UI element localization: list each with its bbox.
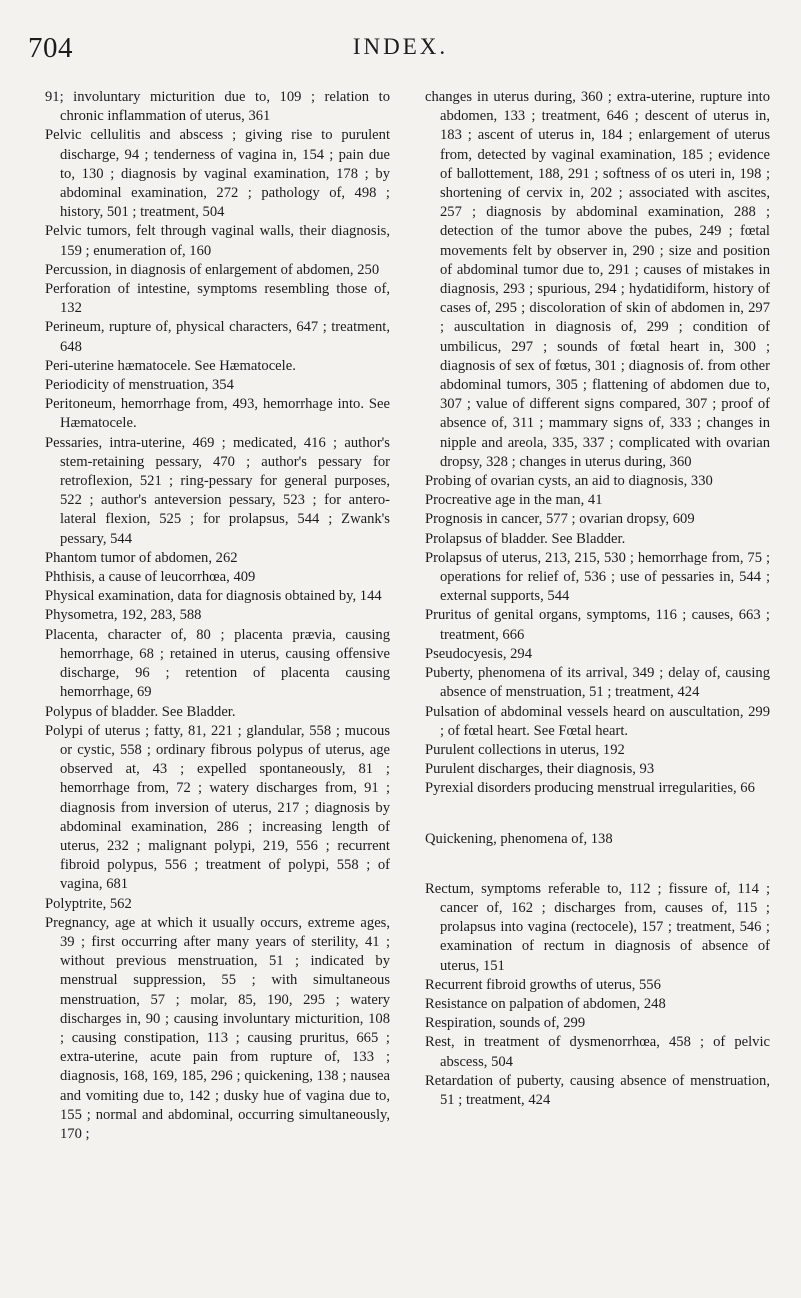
index-entry: Phthisis, a cause of leucorrhœa, 409 bbox=[45, 569, 256, 586]
index-entry: Rectum, symptoms referable to, 112 ; fissure of, 114 ; cancer of, 162 ; discharges from, causes of, 115 ; prolapsus into vagina (rectocele), 157 ; treatment, 546 ; examination of rectum in diagnosis of absence of uterus, 151 bbox=[425, 880, 770, 974]
index-entry: changes in uterus during, 360 ; extra-uterine, rupture into abdomen, 133 ; treatment, 646 ; descent of uterus in, 183 ; ascent of uterus in, 184 ; enlargement of uterus from, detected by vaginal examination, 185 ; evidence of ballottement, 188, 291 ; softness of os uteri in, 198 ; shortening of cervix in, 202 ; associated with ascites, 257 ; diagnosis by abdominal examination, 288 ; detection of the tumor above the pubes, 249 ; fœtal movements felt by observer in, 290 ; size and position of abdominal tumor due to, 291 ; causes of mistakes in diagnosis, 293 ; spurious, 294 ; hydatidiform, history of cases of, 295 ; discoloration of skin of abdomen in, 297 ; auscultation in diagnosis of, 299 ; condition of umbilicus, 297 ; sounds of fœtal heart in, 300 ; diagnosis of sex of fœtus, 301 ; diagnosis of. from other abdominal tumors, 305 ; flattening of abdomen due to, 307 ; value of different signs compared, 307 ; proof of absence of, 311 ; mammary signs of, 333 ; changes in nipple and areola, 335, 337 ; complicated with ovarian dropsy, 328 ; changes in uterus during, 360 bbox=[425, 89, 770, 470]
index-entry: Polyptrite, 562 bbox=[45, 895, 132, 912]
index-entry: Pelvic cellulitis and abscess ; giving rise to purulent discharge, 94 ; tenderness of vagina in, 154 ; pain due to, 130 ; diagnosis by vaginal examination, 178 ; by abdominal examination, 272 ; pathology of, 498 ; history, 501 ; treatment, 504 bbox=[45, 127, 390, 221]
index-entry: 91; involuntary micturition due to, 109 ; relation to chronic inflammation of uterus, 361 bbox=[45, 89, 390, 125]
index-entry: Quickening, phenomena of, 138 bbox=[425, 830, 613, 847]
index-entry: Phantom tumor of abdomen, 262 bbox=[45, 549, 238, 566]
index-entry: Peritoneum, hemorrhage from, 493, hemorrhage into. See Hæmatocele. bbox=[45, 396, 390, 432]
index-entry: Pelvic tumors, felt through vaginal walls, their diagnosis, 159 ; enumeration of, 160 bbox=[45, 223, 390, 259]
index-entry: Pregnancy, age at which it usually occurs, extreme ages, 39 ; first occurring after many years of sterility, 41 ; without previous menstruation, 51 ; indicated by menstrual suppression, 55 ; with simultaneous menstruation, 57 ; molar, 85, 190, 295 ; watery discharges in, 90 ; causing involuntary micturition, 108 ; causing constipation, 113 ; causing pruritus, 665 ; extra-uterine, acute pain from rupture of, 133 ; diagnosis, 168, 169, 185, 296 ; quickening, 138 ; nausea and vomiting due to, 142 ; dusky hue of vagina due to, 155 ; normal and abdominal, occurring simultaneously, 170 ; bbox=[45, 914, 390, 1142]
index-entry: Physometra, 192, 283, 588 bbox=[45, 607, 202, 624]
index-entry: Prognosis in cancer, 577 ; ovarian dropsy, 609 bbox=[425, 511, 695, 528]
index-column-right bbox=[425, 88, 770, 1110]
index-section-p bbox=[425, 88, 770, 799]
index-entry: Prolapsus of bladder. See Bladder. bbox=[425, 530, 626, 547]
index-entry: Physical examination, data for diagnosis obtained by, 144 bbox=[45, 588, 382, 605]
index-entry: Retardation of puberty, causing absence of menstruation, 51 ; treatment, 424 bbox=[425, 1072, 770, 1108]
index-entry: Perforation of intestine, symptoms resembling those of, 132 bbox=[45, 281, 390, 317]
index-entry: Probing of ovarian cysts, an aid to diagnosis, 330 bbox=[425, 473, 713, 490]
index-entry: Periodicity of menstruation, 354 bbox=[45, 377, 234, 394]
index-entry: Pseudocyesis, 294 bbox=[425, 645, 533, 662]
index-entry: Puberty, phenomena of its arrival, 349 ; delay of, causing absence of menstruation, 51 ; treatment, 424 bbox=[425, 665, 770, 701]
index-entry: Recurrent fibroid growths of uterus, 556 bbox=[425, 976, 661, 993]
index-entry: Peri-uterine hæmatocele. See Hæmatocele. bbox=[45, 357, 296, 374]
index-entry: Procreative age in the man, 41 bbox=[425, 492, 603, 509]
page-number: 704 bbox=[28, 32, 73, 64]
index-section-r bbox=[425, 880, 770, 1110]
index-column-left bbox=[45, 88, 390, 1144]
index-entry: Resistance on palpation of abdomen, 248 bbox=[425, 995, 666, 1012]
index-entry: Pessaries, intra-uterine, 469 ; medicated, 416 ; author's stem-retaining pessary, 470 ; author's pessary for retroflexion, 521 ; ring-pessary for general purposes, 522 ; author's anteversion pessary, 523 ; for antero-lateral flexion, 525 ; for prolapsus, 544 ; Zwank's pessary, 544 bbox=[45, 434, 390, 547]
index-entry: Purulent collections in uterus, 192 bbox=[425, 741, 625, 758]
index-entry: Pruritus of genital organs, symptoms, 116 ; causes, 663 ; treatment, 666 bbox=[425, 607, 770, 643]
index-entry: Placenta, character of, 80 ; placenta prævia, causing hemorrhage, 68 ; retained in uterus, causing offensive discharge, 96 ; retention of placenta causing hemorrhage, 69 bbox=[45, 626, 390, 701]
index-entry: Pulsation of abdominal vessels heard on auscultation, 299 ; of fœtal heart. See Fœtal heart. bbox=[425, 703, 770, 739]
page-header bbox=[0, 12, 801, 64]
index-entry: Purulent discharges, their diagnosis, 93 bbox=[425, 761, 655, 778]
page-title: INDEX. bbox=[352, 34, 449, 59]
index-entry: Respiration, sounds of, 299 bbox=[425, 1015, 586, 1032]
index-entry: Rest, in treatment of dysmenorrhœa, 458 ; of pelvic abscess, 504 bbox=[425, 1034, 770, 1070]
section-gap bbox=[425, 799, 770, 830]
index-entry: Polypus of bladder. See Bladder. bbox=[45, 703, 236, 720]
index-entry: Percussion, in diagnosis of enlargement of abdomen, 250 bbox=[45, 261, 380, 278]
index-entry: Prolapsus of uterus, 213, 215, 530 ; hemorrhage from, 75 ; operations for relief of, 536 ; use of pessaries in, 544 ; external supports, 544 bbox=[425, 549, 770, 605]
index-section-q bbox=[425, 830, 770, 849]
index-entry: Pyrexial disorders producing menstrual irregularities, 66 bbox=[425, 780, 755, 797]
section-gap bbox=[425, 849, 770, 880]
index-entry: Perineum, rupture of, physical characters, 647 ; treatment, 648 bbox=[45, 319, 390, 355]
index-entry: Polypi of uterus ; fatty, 81, 221 ; glandular, 558 ; mucous or cystic, 558 ; ordinary fibrous polypus of uterus, age observed at, 43 ; expelled spontaneously, 81 ; hemorrhage from, 72 ; watery discharges from, 91 ; diagnosis from inversion of uterus, 217 ; diagnosis by abdominal examination, 286 ; increasing length of uterus, 232 ; malignant polypi, 219, 556 ; recurrent fibroid polypus, 556 ; treatment of polypi, 558 ; of vagina, 681 bbox=[45, 722, 390, 893]
